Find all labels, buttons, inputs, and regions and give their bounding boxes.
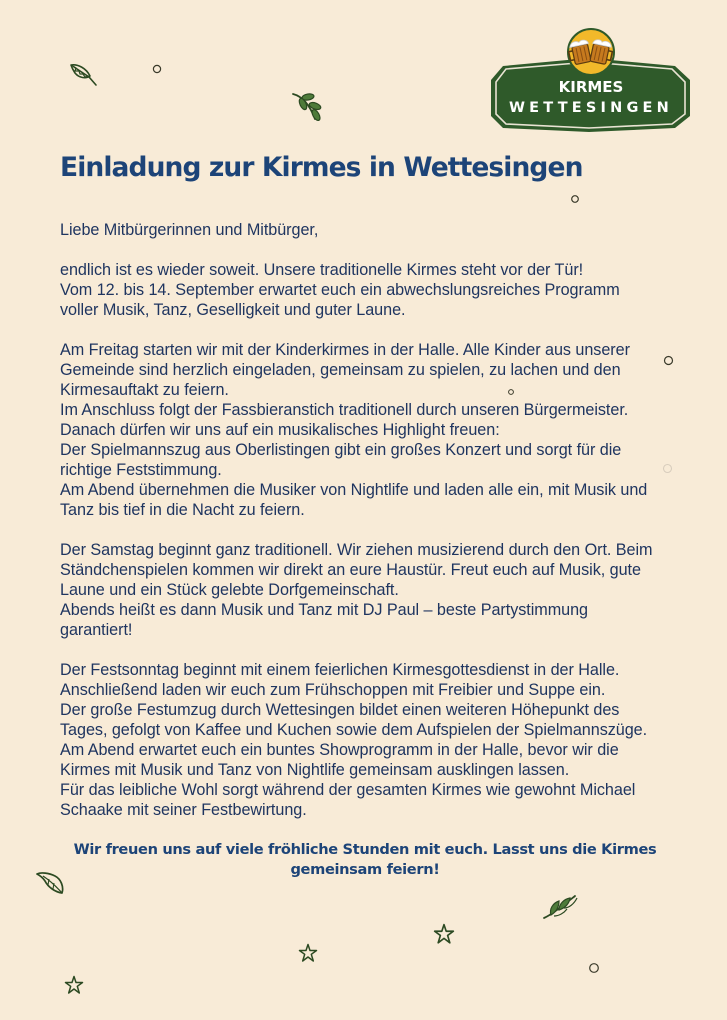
- text-line: Kirmes mit Musik und Tanz von Nightlife gemeinsam ausklingen lassen.: [60, 761, 570, 779]
- paragraph-saturday: [60, 540, 680, 640]
- text-line: Anschließend laden wir euch zum Frühschoppen mit Freibier und Suppe ein.: [60, 681, 606, 699]
- closing-line: Wir freuen uns auf viele fröhliche Stunden mit euch. Lasst uns die Kirmes: [73, 841, 657, 858]
- text-line: garantiert!: [60, 621, 133, 639]
- greeting-text: Liebe Mitbürgerinnen und Mitbürger,: [60, 221, 319, 239]
- text-line: Schaake mit seiner Festbewirtung.: [60, 801, 307, 819]
- paragraph-sunday: [60, 660, 680, 820]
- star-icon: [298, 943, 318, 963]
- leaf-icon: [68, 62, 100, 88]
- logo-line1: KIRMES: [558, 78, 624, 96]
- circle-icon: [570, 194, 580, 204]
- text-line: Am Abend übernehmen die Musiker von Nightlife und laden alle ein, mit Musik und: [60, 481, 648, 499]
- text-line: Tages, gefolgt von Kaffee und Kuchen sowie dem Aufspielen der Spielmannszüge.: [60, 721, 648, 739]
- text-line: endlich ist es wieder soweit. Unsere traditionelle Kirmes steht vor der Tür!: [60, 261, 584, 279]
- text-line: Gemeinde sind herzlich eingeladen, gemeinsam zu spielen, zu lachen und den: [60, 361, 621, 379]
- feather-leaf-icon: [541, 893, 583, 921]
- text-line: Vom 12. bis 14. September erwartet euch ein abwechslungsreiches Programm: [60, 281, 620, 299]
- text-line: Der Festsonntag beginnt mit einem feierlichen Kirmesgottesdienst in der Halle.: [60, 661, 620, 679]
- star-icon: [433, 923, 455, 945]
- text-line: Der große Festumzug durch Wettesingen bildet einen weiteren Höhepunkt des: [60, 701, 620, 719]
- text-line: Laune und ein Stück gelebte Dorfgemeinschaft.: [60, 581, 399, 599]
- closing-statement: [60, 840, 670, 880]
- text-line: Am Abend erwartet euch ein buntes Showprogramm in der Halle, bevor wir die: [60, 741, 619, 759]
- logo-line2: WETTESINGEN: [508, 100, 674, 116]
- paragraph-intro: [60, 260, 680, 320]
- text-line: Abends heißt es dann Musik und Tanz mit DJ Paul – beste Partystimmung: [60, 601, 589, 619]
- text-line: Der Spielmannszug aus Oberlistingen gibt ein großes Konzert und sorgt für die: [60, 441, 622, 459]
- text-line: Der Samstag beginnt ganz traditionell. Wir ziehen musizierend durch den Ort. Beim: [60, 541, 653, 559]
- text-line: Am Freitag starten wir mit der Kinderkirmes in der Halle. Alle Kinder aus unserer: [60, 341, 630, 359]
- kirmes-wettesingen-logo: [489, 28, 693, 134]
- text-line: richtige Feststimmung.: [60, 461, 222, 479]
- sprig-icon: [291, 91, 325, 125]
- text-line: Für das leibliche Wohl sorgt während der gesamten Kirmes wie gewohnt Michael: [60, 781, 636, 799]
- star-icon: [64, 975, 84, 995]
- text-line: Im Anschluss folgt der Fassbieranstich traditionell durch unseren Bürgermeister.: [60, 401, 629, 419]
- text-line: Kirmesauftakt zu feiern.: [60, 381, 229, 399]
- paragraph-friday: [60, 340, 680, 520]
- text-line: Tanz bis tief in die Nacht zu feiern.: [60, 501, 305, 519]
- text-line: Danach dürfen wir uns auf ein musikalisches Highlight freuen:: [60, 421, 500, 439]
- letter-body: [60, 220, 680, 840]
- page-title: Einladung zur Kirmes in Wettesingen: [60, 152, 583, 183]
- greeting: [60, 220, 680, 240]
- text-line: Ständchenspielen kommen wir direkt an eure Haustür. Freut euch auf Musik, gute: [60, 561, 641, 579]
- closing-line: gemeinsam feiern!: [290, 861, 440, 878]
- circle-icon: [588, 962, 600, 974]
- text-line: voller Musik, Tanz, Geselligkeit und guter Laune.: [60, 301, 406, 319]
- circle-icon: [152, 64, 162, 74]
